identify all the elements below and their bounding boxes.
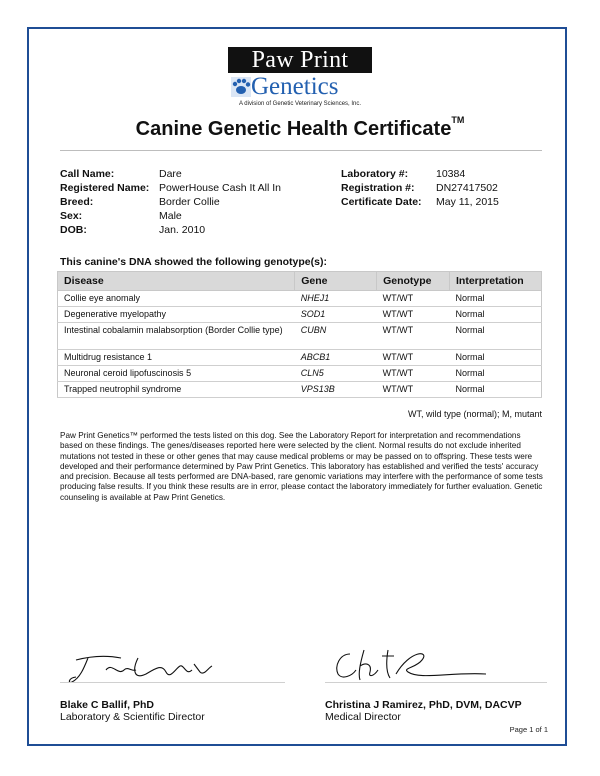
genotype-cell: WT/WT <box>377 307 450 323</box>
genotype-cell: WT/WT <box>377 382 450 398</box>
interpretation-cell: Normal <box>450 291 542 307</box>
genotype-legend: WT, wild type (normal); M, mutant <box>407 409 542 419</box>
gene-cell: SOD1 <box>295 307 377 323</box>
registration-value: DN27417502 <box>436 182 498 194</box>
interpretation-cell: Normal <box>450 323 542 350</box>
logo-line2: Genetics <box>251 73 339 100</box>
gene-cell: CLN5 <box>295 366 377 382</box>
interpretation-cell: Normal <box>450 307 542 323</box>
lab-number-label: Laboratory #: <box>341 168 409 180</box>
col-header-disease: Disease <box>58 272 295 291</box>
genotype-cell: WT/WT <box>377 366 450 382</box>
signature-ballif <box>66 650 216 686</box>
signer-title-left: Laboratory & Scientific Director <box>60 711 205 723</box>
lab-info <box>341 167 541 209</box>
trademark-mark: TM <box>451 115 465 126</box>
signature-line-left <box>60 682 285 683</box>
disease-cell: Degenerative myelopathy <box>58 307 295 323</box>
disease-cell: Trapped neutrophil syndrome <box>58 382 295 398</box>
table-row <box>58 350 542 366</box>
sex-value: Male <box>159 210 182 222</box>
interpretation-cell: Normal <box>450 366 542 382</box>
table-row <box>58 366 542 382</box>
table-header-row <box>58 272 542 291</box>
genotype-cell: WT/WT <box>377 350 450 366</box>
signature-line-right <box>325 682 547 683</box>
title-text: Canine Genetic Health Certificate <box>135 118 452 140</box>
signature-ramirez <box>330 646 490 686</box>
registered-name-value: PowerHouse Cash It All In <box>159 182 281 194</box>
genotype-cell: WT/WT <box>377 323 450 350</box>
gene-cell: VPS13B <box>295 382 377 398</box>
logo-subline: A division of Genetic Veterinary Sciences, Inc. <box>238 101 362 107</box>
table-row <box>58 291 542 307</box>
interpretation-cell: Normal <box>450 382 542 398</box>
registered-name-label: Registered Name: <box>60 182 150 194</box>
title-divider <box>60 150 542 151</box>
col-header-interpretation: Interpretation <box>450 272 542 291</box>
col-header-gene: Gene <box>295 272 377 291</box>
gene-cell: CUBN <box>295 323 377 350</box>
col-header-genotype: Genotype <box>377 272 450 291</box>
disease-cell: Collie eye anomaly <box>58 291 295 307</box>
genotype-cell: WT/WT <box>377 291 450 307</box>
page-number: Page 1 of 1 <box>509 725 548 734</box>
breed-value: Border Collie <box>159 196 220 208</box>
disease-cell: Multidrug resistance 1 <box>58 350 295 366</box>
logo-line2-wrap <box>228 74 372 100</box>
table-row <box>58 382 542 398</box>
gene-cell: NHEJ1 <box>295 291 377 307</box>
paw-print-genetics-logo <box>228 47 372 112</box>
gene-cell: ABCB1 <box>295 350 377 366</box>
interpretation-cell: Normal <box>450 350 542 366</box>
dog-info <box>60 167 320 237</box>
certificate-date-label: Certificate Date: <box>341 196 422 208</box>
lab-number-value: 10384 <box>436 168 466 180</box>
signer-name-right: Christina J Ramirez, PhD, DVM, DACVP <box>325 699 522 711</box>
disclaimer-paragraph: Paw Print Genetics™ performed the tests listed on this dog. See the Laboratory Report for interpretation and recommendations based on these findings. The genes/diseases reported here were selected by the client. Normal results do not exclude inherited mutations not tested in these or other genes that may cause medical problems or may be passed on to offspring. These tests were developed and their performance determined by Paw Print Genetics. This laboratory has established and verified the tests' accuracy and precision. Because all tests performed are DNA-based, rare genomic variations may interfere with the performance of some tests producing false results. If you think these results are in error, please contact the laboratory immediately for further evaluation. Genetic counseling is available at Paw Print Genetics. <box>60 431 543 502</box>
signer-name-left: Blake C Ballif, PhD <box>60 699 154 711</box>
breed-label: Breed: <box>60 196 94 208</box>
registration-label: Registration #: <box>341 182 415 194</box>
genotype-table <box>57 271 542 398</box>
paw-icon <box>230 76 252 98</box>
dob-label: DOB: <box>60 224 87 236</box>
signer-title-right: Medical Director <box>325 711 401 723</box>
certificate-date-value: May 11, 2015 <box>436 196 499 208</box>
disease-cell: Intestinal cobalamin malabsorption (Border Collie type) <box>58 323 295 350</box>
call-name-label: Call Name: <box>60 168 115 180</box>
dob-value: Jan. 2010 <box>159 224 206 236</box>
logo-line1: Paw Print <box>228 47 372 73</box>
genotype-heading: This canine's DNA showed the following genotype(s): <box>60 256 327 268</box>
call-name-value: Dare <box>159 168 182 180</box>
table-row <box>58 323 542 350</box>
disease-cell: Neuronal ceroid lipofuscinosis 5 <box>58 366 295 382</box>
sex-label: Sex: <box>60 210 83 222</box>
page-title <box>0 115 600 141</box>
table-row <box>58 307 542 323</box>
